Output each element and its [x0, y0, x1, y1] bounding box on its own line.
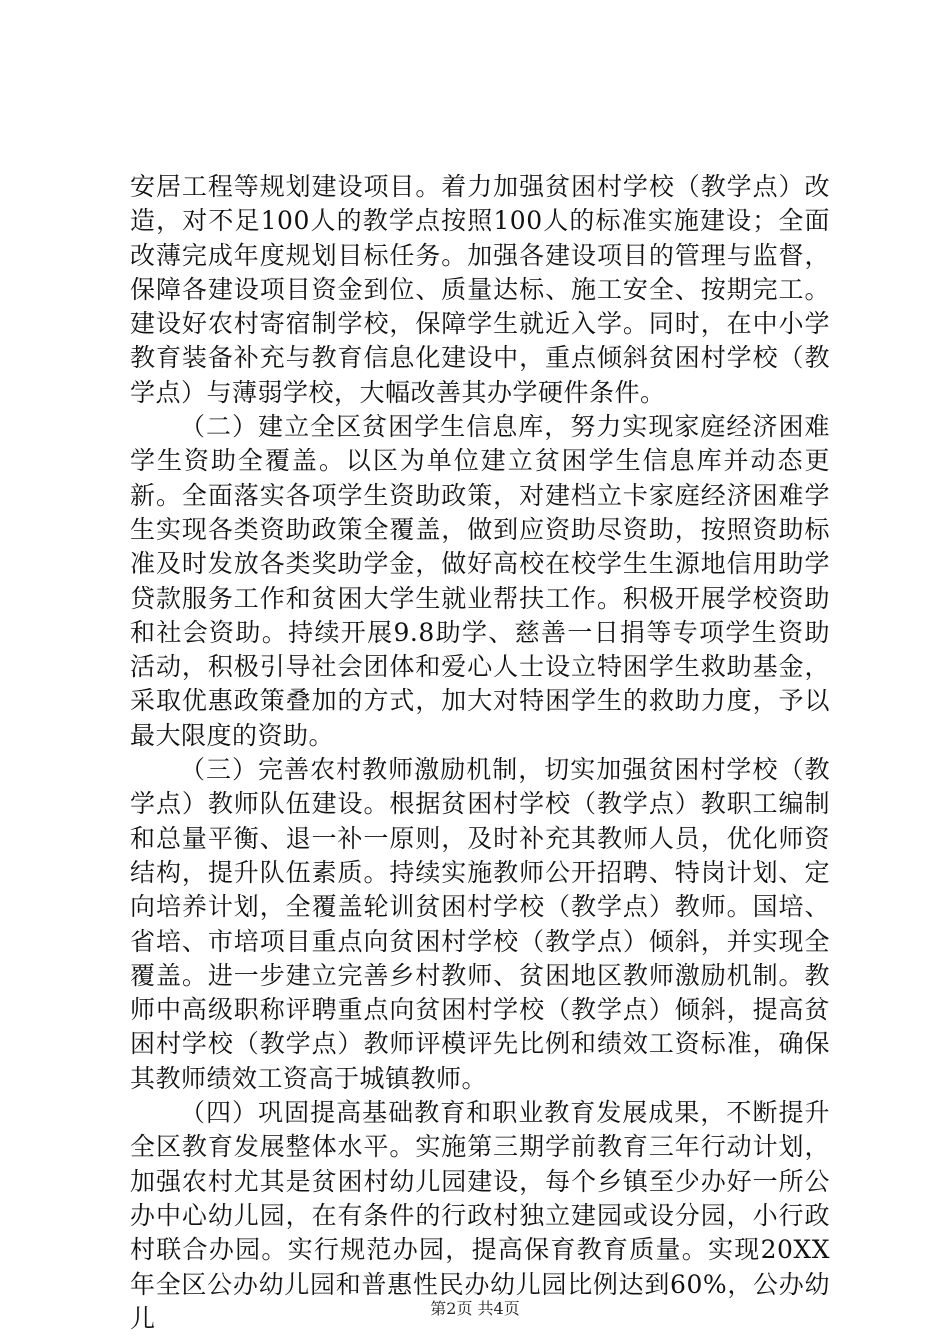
- paragraph-section-3: （三）完善农村教师激励机制，切实加强贫困村学校（教学点）教师队伍建设。根据贫困村学校（教学点）教职工编制和总量平衡、退一补一原则，及时补充其教师人员，优化师资结构，提升队伍素质。持续实施教师公开招聘、特岗计划、定向培养计划，全覆盖轮训贫困村学校（教学点）教师。国培、省培、市培项目重点向贫困村学校（教学点）倾斜，并实现全覆盖。进一步建立完善乡村教师、贫困地区教师激励机制。教师中高级职称评聘重点向贫困村学校（教学点）倾斜，提高贫困村学校（教学点）教师评模评先比例和绩效工资标准，确保其教师绩效工资高于城镇教师。: [130, 755, 830, 1093]
- page-number-footer: 第2页 共4页: [430, 1299, 520, 1318]
- paragraph-section-2: （二）建立全区贫困学生信息库，努力实现家庭经济困难学生资助全覆盖。以区为单位建立贫困学生信息库并动态更新。全面落实各项学生资助政策，对建档立卡家庭经济困难学生实现各类资助政策全覆盖，做到应资助尽资助，按照资助标准及时发放各类奖助学金，做好高校在校学生生源地信用助学贷款服务工作和贫困大学生就业帮扶工作。积极开展学校资助和社会资助。持续开展9.8助学、慈善一日捐等专项学生资助活动，积极引导社会团体和爱心人士设立特困学生救助基金，采取优惠政策叠加的方式，加大对特困学生的救助力度，予以最大限度的资助。: [130, 412, 830, 750]
- paragraph-section-4: （四）巩固提高基础教育和职业教育发展成果，不断提升全区教育发展整体水平。实施第三期学前教育三年行动计划，加强农村尤其是贫困村幼儿园建设，每个乡镇至少办好一所公办中心幼儿园，在有条件的行政村独立建园或设分园，小行政村联合办园。实行规范办园，提高保育教育质量。实现20XX年全区公办幼儿园和普惠性民办幼儿园比例达到60%，公办幼儿: [130, 1098, 830, 1333]
- document-body: [130, 170, 830, 1336]
- paragraph-continuation: 安居工程等规划建设项目。着力加强贫困村学校（教学点）改造，对不足100人的教学点按照100人的标准实施建设；全面改薄完成年度规划目标任务。加强各建设项目的管理与监督，保障各建设项目资金到位、质量达标、施工安全、按期完工。建设好农村寄宿制学校，保障学生就近入学。同时，在中小学教育装备补充与教育信息化建设中，重点倾斜贫困村学校（教学点）与薄弱学校，大幅改善其办学硬件条件。: [130, 172, 830, 407]
